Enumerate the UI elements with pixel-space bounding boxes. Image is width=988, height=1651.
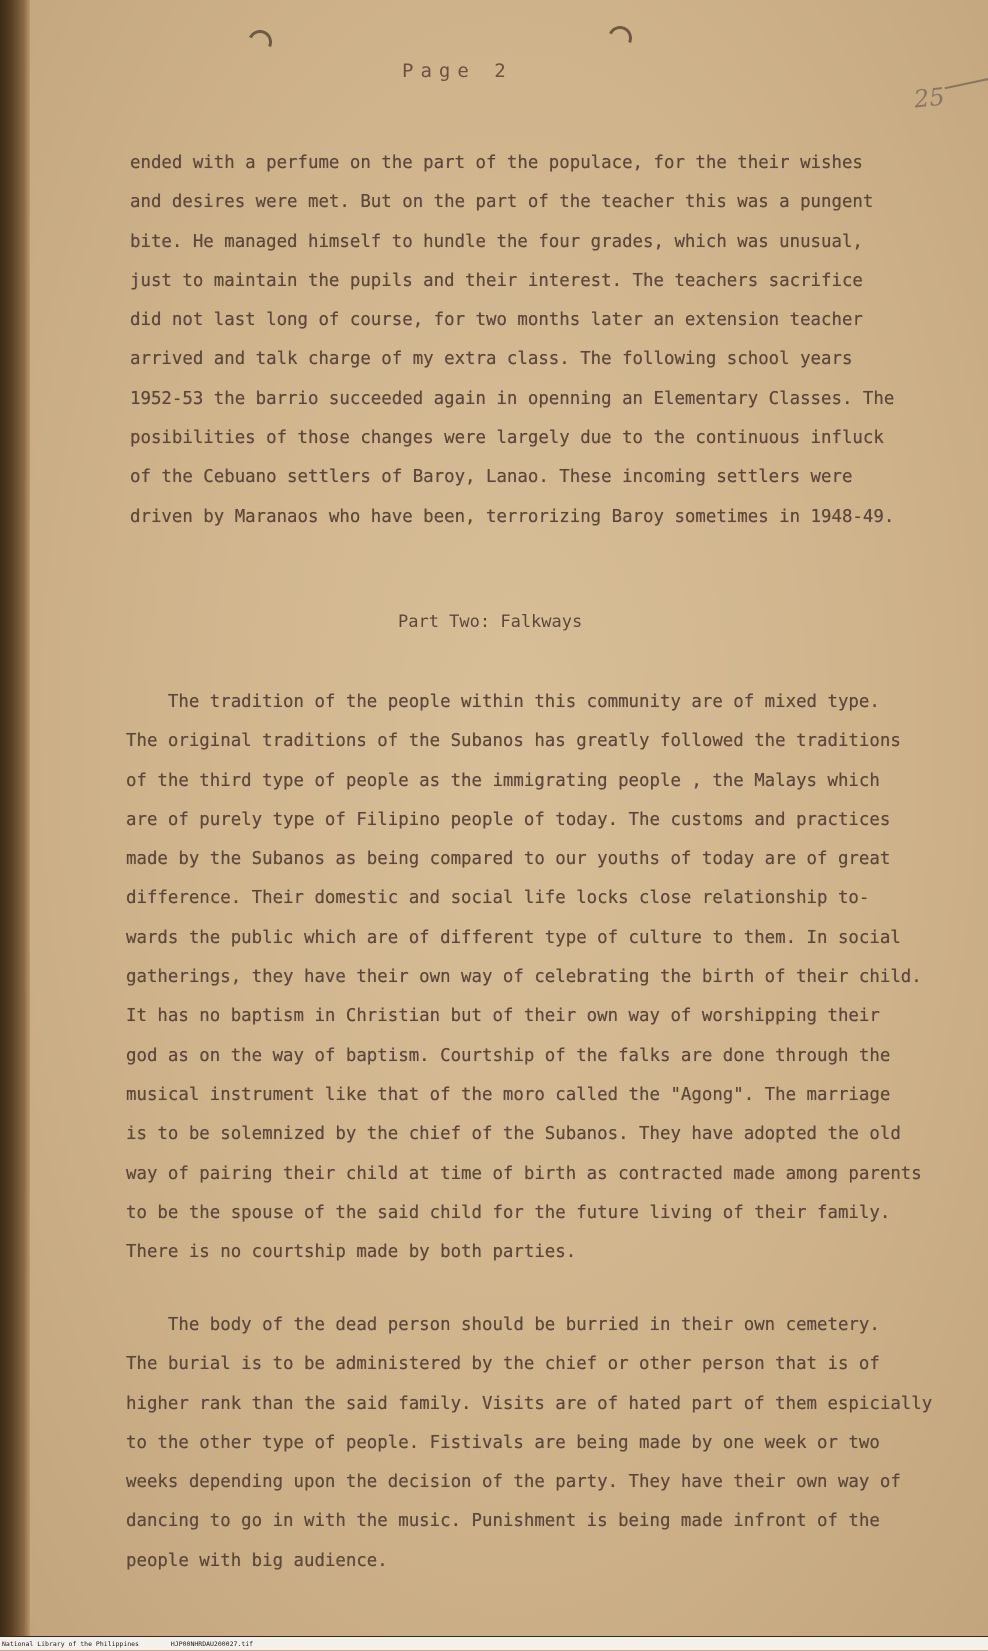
text-line: difference. Their domestic and social life locks close relationship to- xyxy=(126,888,870,909)
text-line: higher rank than the said family. Visits are of hated part of them espicially xyxy=(126,1393,933,1414)
text-line: There is no courtship made by both parties. xyxy=(126,1242,577,1263)
text-line: ended with a perfume on the part of the populace, for the their wishes xyxy=(130,153,863,173)
text-line: of the third type of people as the immigrating people , the Malays which xyxy=(126,770,880,791)
text-line: The burial is to be administered by the chief or other person that is of xyxy=(126,1354,880,1375)
binding-hole-mark-left xyxy=(245,27,276,58)
text-line: did not last long of course, for two months later an extension teacher xyxy=(130,310,863,331)
text-line: The tradition of the people within this community are of mixed type. xyxy=(126,692,880,712)
text-line: of the Cebuano settlers of Baroy, Lanao. These incoming settlers were xyxy=(130,467,853,488)
text-line: god as on the way of baptism. Courtship of the falks are done through the xyxy=(126,1045,891,1066)
handwritten-folio-stroke xyxy=(945,73,988,90)
text-line: people with big audience. xyxy=(126,1550,388,1571)
scan-file-id: HJP00NHRDAU200027.tif xyxy=(170,1640,254,1648)
text-line: gatherings, they have their own way of celebrating the birth of their child. xyxy=(126,967,922,988)
section-heading: Part Two: Falkways xyxy=(398,612,583,632)
text-line: made by the Subanos as being compared to our youths of today are of great xyxy=(126,849,891,870)
text-line: just to maintain the pupils and their interest. The teachers sacrifice xyxy=(130,270,863,291)
text-line: posibilities of those changes were largely due to the continuous influck xyxy=(130,428,884,449)
binding-hole-mark-right xyxy=(605,23,636,54)
paragraph-burial xyxy=(126,1306,932,1581)
text-line: The body of the dead person should be burried in their own cemetery. xyxy=(126,1315,880,1335)
typewritten-page xyxy=(30,0,988,1636)
page-number-header: Page 2 xyxy=(402,60,513,82)
text-line: wards the public which are of different type of culture to them. In social xyxy=(126,927,901,948)
text-line: 1952-53 the barrio succeeded again in openning an Elementary Classes. The xyxy=(130,388,895,409)
text-line: bite. He managed himself to hundle the four grades, which was unusual, xyxy=(130,231,863,252)
library-credit: National Library of the Philippines xyxy=(2,1640,139,1648)
text-line: to the other type of people. Fistivals are being made by one week or two xyxy=(126,1432,880,1453)
handwritten-folio-number: 25 xyxy=(912,82,946,114)
paragraph-folkways xyxy=(126,683,922,1272)
scan-footer xyxy=(0,1636,988,1650)
text-line: is to be solemnized by the chief of the Subanos. They have adopted the old xyxy=(126,1124,901,1145)
text-line: arrived and talk charge of my extra class. The following school years xyxy=(130,349,853,370)
text-line: The original traditions of the Subanos has greatly followed the traditions xyxy=(126,731,901,752)
text-line: dancing to go in with the music. Punishment is being made infront of the xyxy=(126,1511,880,1532)
text-line: to be the spouse of the said child for the future living of their family. xyxy=(126,1202,891,1223)
book-binding-edge xyxy=(0,0,30,1650)
text-line: driven by Maranaos who have been, terrorizing Baroy sometimes in 1948-49. xyxy=(130,506,895,527)
text-line: are of purely type of Filipino people of today. The customs and practices xyxy=(126,809,891,830)
text-line: It has no baptism in Christian but of their own way of worshipping their xyxy=(126,1006,880,1027)
text-line: musical instrument like that of the moro called the "Agong". The marriage xyxy=(126,1084,891,1105)
text-line: weeks depending upon the decision of the party. They have their own way of xyxy=(126,1472,901,1493)
paragraph-continuation xyxy=(130,144,894,537)
text-line: and desires were met. But on the part of the teacher this was a pungent xyxy=(130,192,874,213)
text-line: way of pairing their child at time of birth as contracted made among parents xyxy=(126,1163,922,1184)
